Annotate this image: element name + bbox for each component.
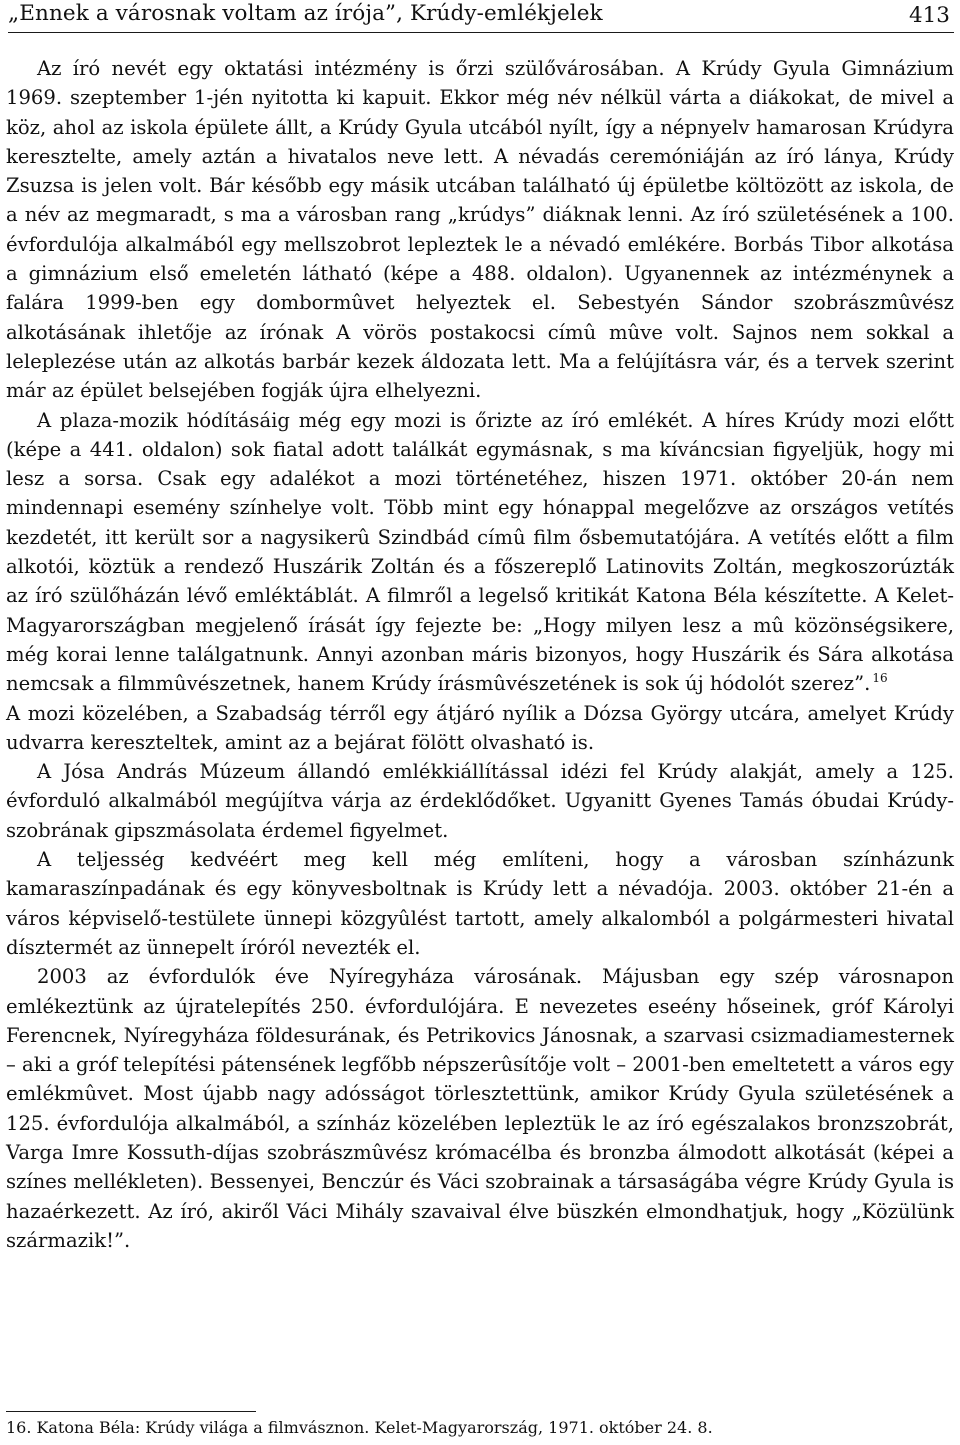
running-header xyxy=(8,0,954,33)
paragraph-museum xyxy=(6,757,954,845)
footnote-divider xyxy=(6,1411,256,1412)
paragraph-text: 2003 az évfordulók éve Nyíregyháza városának. Májusban egy szép városnapon emlékeztünk az újratelepítés 250. évfordulójára. E nevezetes eseény hőseinek, gróf Károlyi Ferencnek, Nyíregyháza földesurának, és Petrikovics Jánosnak, a szarvasi csizmadiamesternek – aki a gróf telepítési pátensének legfőbb népszerûsítője volt – 2001-ben emeltetett a város egy emlékmûvet. Most újabb nagy adósságot törlesztettünk, amikor Krúdy Gyula születésének a 125. évfordulója alkalmából, a színház közelében lepleztük le az író egészalakos bronzszobrát, Varga Imre Kossuth-díjas szobrászmûvész krómacélba és bronzba álmodott alkotását (képei a színes mellékleten). Bessenyei, Benczúr és Váci szobrainak a társaságába végre Krúdy Gyula is hazaérkezett. Az író, akiről Váci Mihály szavaival élve büszkén elmondhatjuk, hogy „Közülünk származik!”. xyxy=(6,965,954,1252)
footnote-number: 16. xyxy=(6,1418,32,1437)
running-title: „Ennek a városnak voltam az írója”, Krúdy-emlékjelek xyxy=(8,1,603,26)
footnote xyxy=(6,1417,954,1439)
footnote-reference: 16 xyxy=(872,671,888,686)
page-number: 413 xyxy=(908,3,950,28)
paragraph-cinema xyxy=(6,406,954,699)
paragraph-text: A mozi közelében, a Szabadság térről egy átjáró nyílik a Dózsa György utcára, amelyet Krúdy udvarra kereszteltek, amint az a bejárat fölött olvasható is. xyxy=(6,701,954,754)
paragraph-courtyard xyxy=(6,699,954,758)
paragraph-text: A teljesség kedvéért meg kell még említeni, hogy a városban színházunk kamaraszínpadának és egy könyvesboltnak is Krúdy lett a névadója. 2003. október 21-én a város képviselő-testülete ünnepi közgyûlést tartott, amely alkalomból a polgármesteri hivatal dísztermét az ünnepelt íróról nevezték el. xyxy=(6,848,954,959)
paragraph-school xyxy=(6,54,954,406)
paragraph-anniversary xyxy=(6,962,954,1255)
paragraph-text: A plaza-mozik hódításáig még egy mozi is őrizte az író emlékét. A híres Krúdy mozi előtt (képe a 441. oldalon) sok fiatal adott találkát egymásnak, s ma kíváncsian figyeljük, hogy mi lesz a sorsa. Csak egy adalékot a mozi történetéhez, hiszen 1971. október 20-án nem mindennapi esemény színhelye volt. Több mint egy hónappal megelőzve az országos vetítés kezdetét, itt került sor a nagysikerû Szindbád címû film ősbemutatójára. A vetítés előtt a film alkotói, köztük a rendező Huszárik Zoltán és a főszereplő Latinovits Zoltán, megkoszorúzták az író szülőházán lévő emléktáblát. A filmről a legelső kritikát Katona Béla készítette. A Kelet-Magyarországban megjelenő írását így fejezte be: „Hogy milyen lesz a mû közönségsikere, még korai lenne találgatnunk. Annyi azonban máris bizonyos, hogy Huszárik és Sára alkotása nemcsak a filmmûvészetnek, hanem Krúdy írásmûvészetének is sok új hódolót szerez”. xyxy=(6,408,954,696)
body-text xyxy=(6,54,954,1255)
paragraph-text: Az író nevét egy oktatási intézmény is őrzi szülővárosában. A Krúdy Gyula Gimnázium 1969. szeptember 1-jén nyitotta ki kapuit. Ekkor még név nélkül várta a diákokat, de mivel a köz, ahol az iskola épülete állt, a Krúdy Gyula utcából nyílt, így a népnyelv hamarosan Krúdyra keresztelte, amely aztán a hivatalos neve lett. A névadás ceremóniáján az író lánya, Krúdy Zsuzsa is jelen volt. Bár később egy másik utcában található új épületbe költözött az iskola, de a név az megmaradt, s ma a városban rang „krúdys” diáknak lenni. Az író születésének a 100. évfordulója alkalmából egy mellszobrot lepleztek le a névadó emlékére. Borbás Tibor alkotása a gimnázium első emeletén látható (képe a 488. oldalon). Ugyanennek az intézménynek a falára 1999-ben egy dombormûvet helyeztek el. Sebestyén Sándor szobrászmûvész alkotásának ihletője az írónak A vörös postakocsi címû mûve volt. Sajnos nem sokkal a leleplezése után az alkotás barbár kezek áldozata lett. Ma a felújításra vár, és a tervek szerint már az épület belsejében fogják újra elhelyezni. xyxy=(6,57,954,403)
footnote-text: Katona Béla: Krúdy világa a filmvásznon. Kelet-Magyarország, 1971. október 24. 8. xyxy=(36,1418,713,1437)
paragraph-text: A Jósa András Múzeum állandó emlékkiállítással idézi fel Krúdy alakját, amely a 125. évforduló alkalmából megújítva várja az érdeklődőket. Ugyanitt Gyenes Tamás óbudai Krúdy-szobrának gipszmásolata érdemel figyelmet. xyxy=(6,760,954,842)
paragraph-theatre xyxy=(6,845,954,962)
